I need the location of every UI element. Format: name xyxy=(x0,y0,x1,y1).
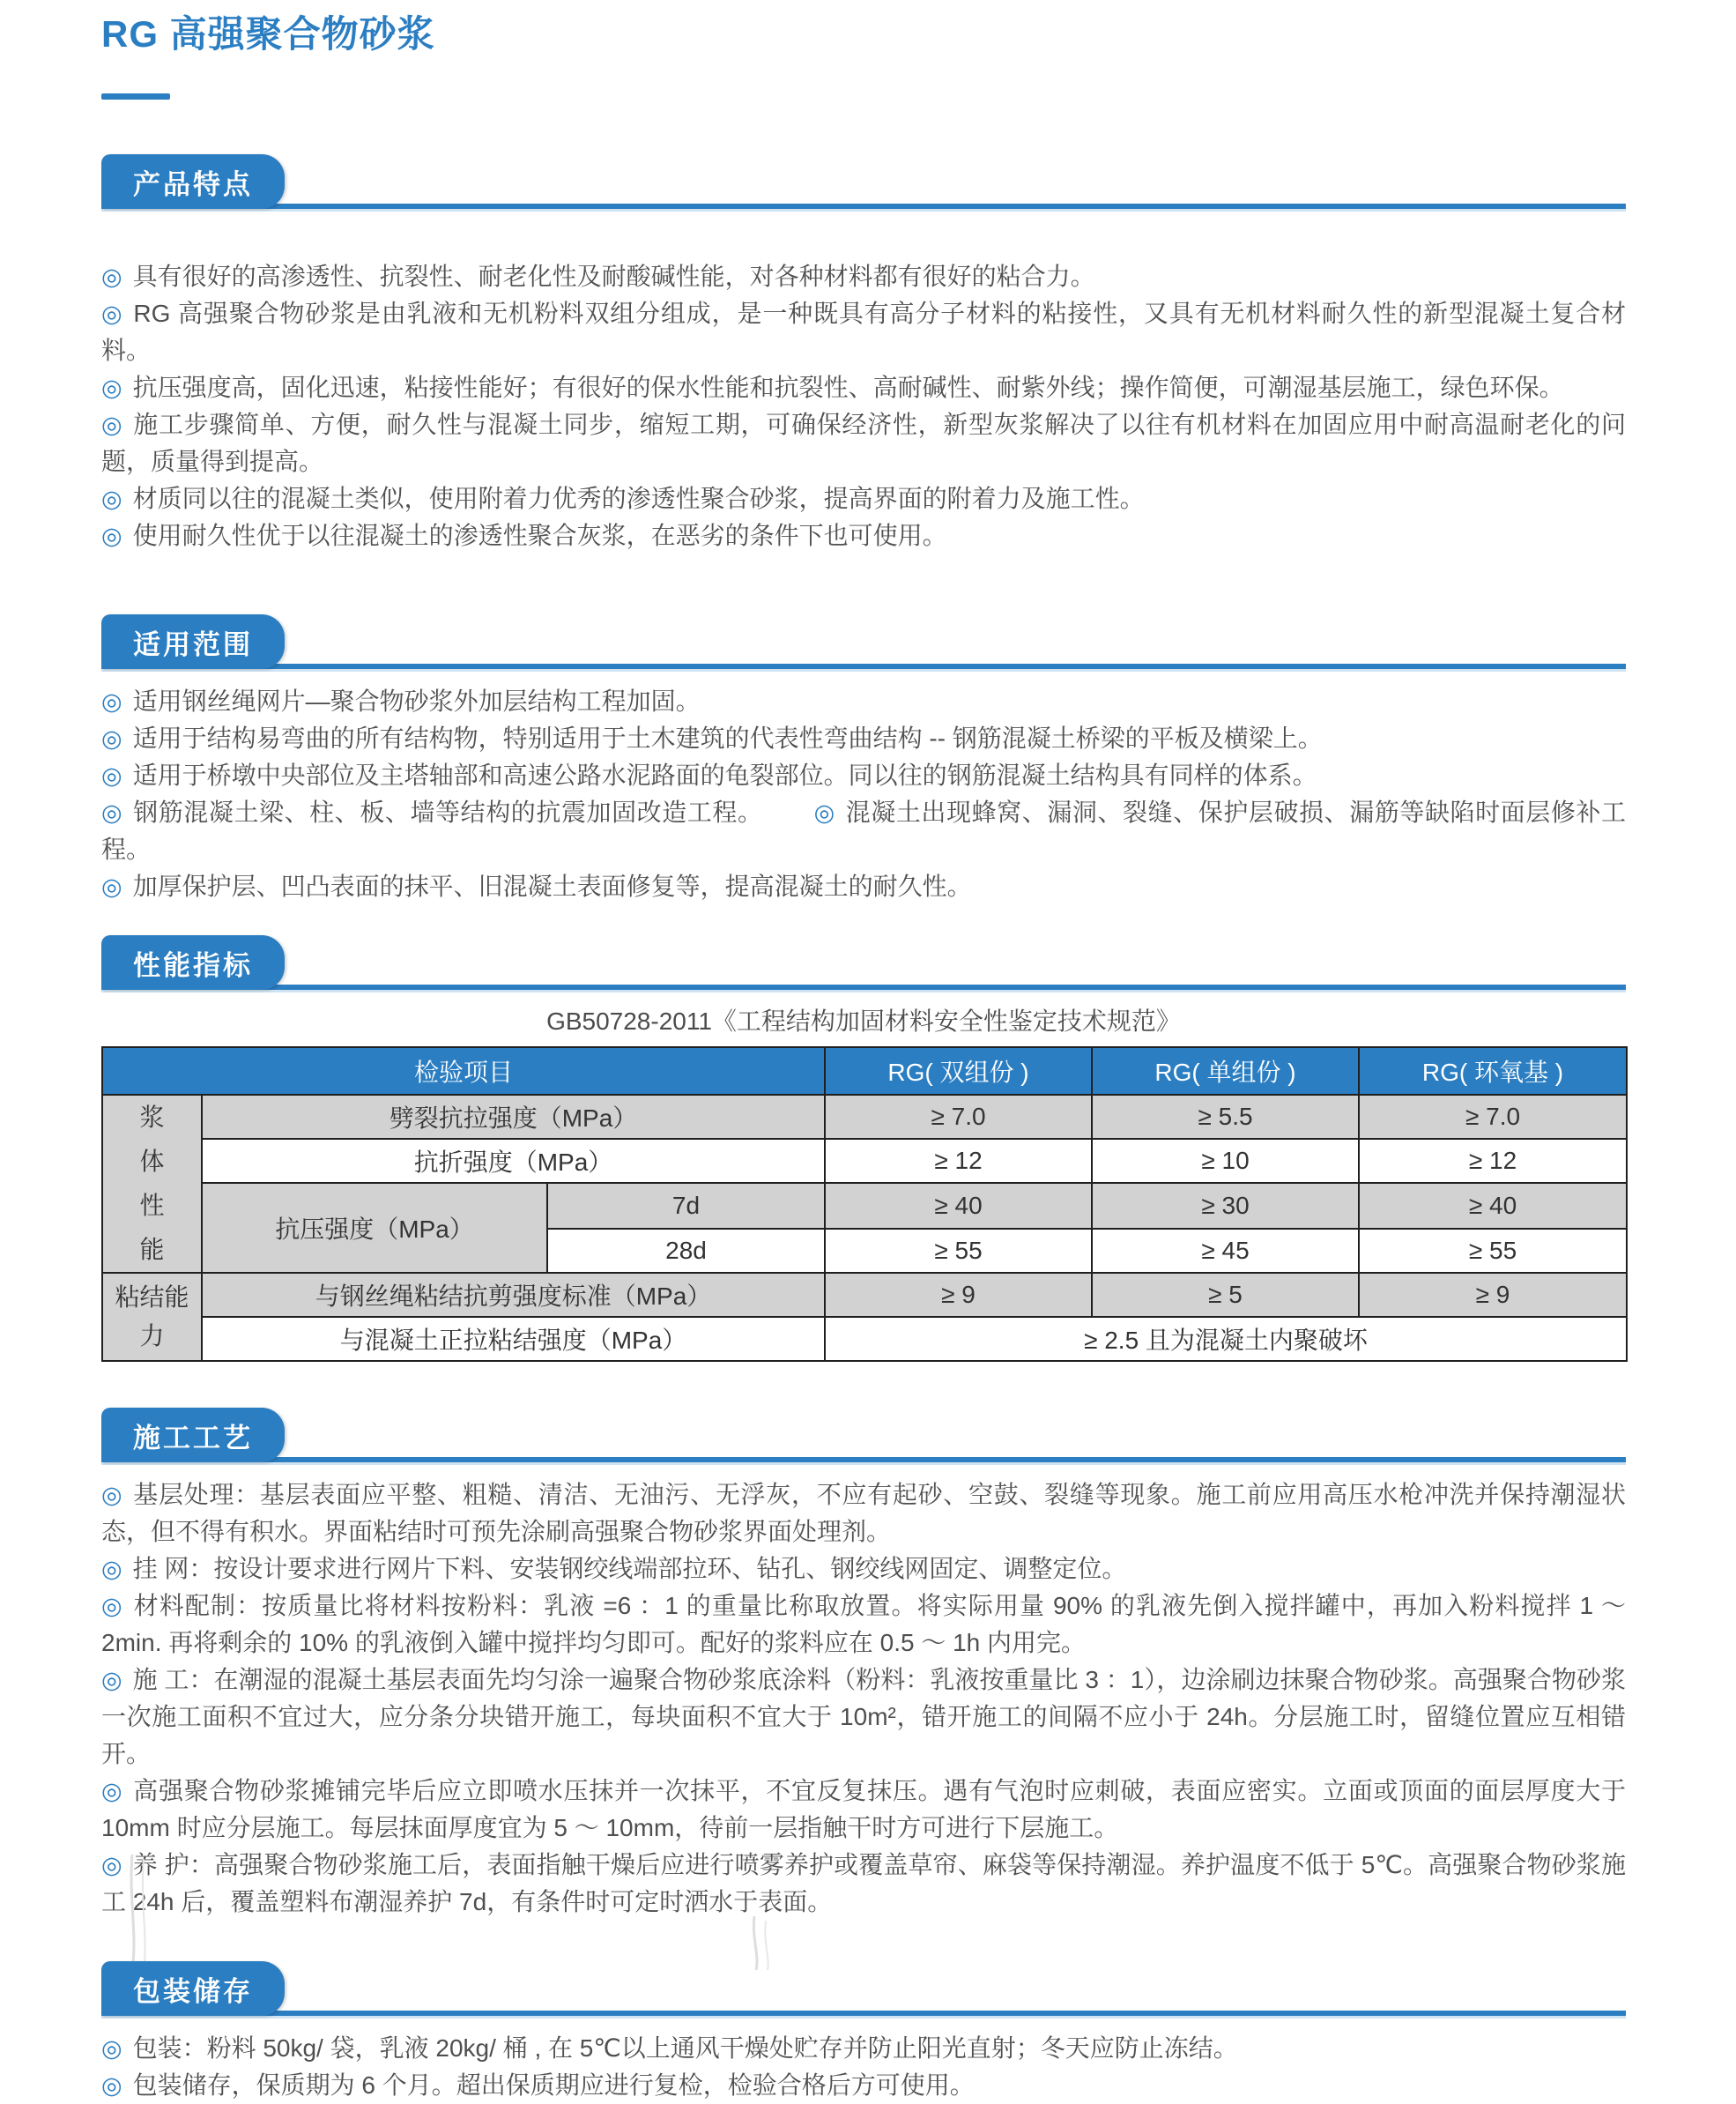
bullet-item xyxy=(101,1773,1626,1847)
bullet-text: 混凝土出现蜂窝、漏洞、裂缝、保护层破损、漏筋等缺陷时面层修补工程。 xyxy=(101,799,1626,864)
bullet-text: 适用钢丝绳网片—聚合物砂浆外加层结构工程加固。 xyxy=(132,688,701,716)
bullet-item xyxy=(101,1476,1626,1550)
page-title: RG 高强聚合物砂浆 xyxy=(101,13,435,55)
section-header-process xyxy=(101,1402,1626,1462)
table-row xyxy=(102,1183,1627,1229)
cell-value: ≥ 5.5 xyxy=(1092,1095,1359,1139)
cell-item: 与混凝土正拉粘结强度（MPa） xyxy=(202,1317,825,1361)
bullet-item-double xyxy=(101,794,1626,868)
cell-sub-age: 28d xyxy=(547,1229,825,1273)
bullet-text: 包装储存，保质期为 6 个月。超出保质期应进行复检，检验合格后方可使用。 xyxy=(132,2071,975,2100)
bullet-icon: ◎ xyxy=(101,301,123,328)
bullet-text: 适用于桥墩中央部位及主塔轴部和高速公路水泥路面的龟裂部位。同以往的钢筋混凝土结构具有同样的体系。 xyxy=(132,762,1317,790)
bullet-icon: ◎ xyxy=(101,412,123,439)
bullet-text: 具有很好的高渗透性、抗裂性、耐老化性及耐酸碱性能，对各种材料都有很好的粘合力。 xyxy=(132,263,1095,291)
bullet-item xyxy=(101,295,1626,369)
bullet-item xyxy=(101,683,1626,720)
bullet-text: 使用耐久性优于以往混凝土的渗透性聚合灰浆，在恶劣的条件下也可使用。 xyxy=(132,522,947,550)
page-content xyxy=(101,149,1626,2104)
bullet-icon: ◎ xyxy=(101,1556,122,1583)
cell-value: ≥ 55 xyxy=(825,1229,1092,1273)
col-header-test-item: 检验项目 xyxy=(102,1047,825,1095)
bullet-text: 材料配制：按质量比将材料按粉料：乳液 =6 ：1 的重量比称取放置。将实际用量 90% 的乳液先倒入搅拌罐中，再加入粉料搅拌 1 ～ 2min. 再将剩余的 10% 的乳液倒入罐中搅拌均匀即可。配好的浆料应在 0.5 ～ 1h 内用完。 xyxy=(101,1592,1627,1657)
bullet-icon: ◎ xyxy=(101,688,122,716)
performance-table xyxy=(101,1046,1628,1362)
bullet-item xyxy=(101,1662,1626,1773)
bullet-item xyxy=(101,868,1626,905)
bullet-item xyxy=(101,2030,1626,2067)
cell-value: ≥ 40 xyxy=(1359,1183,1627,1229)
section-tab-label: 性能指标 xyxy=(133,949,253,981)
section-header-performance xyxy=(101,930,1626,990)
cell-item: 抗折强度（MPa） xyxy=(202,1139,825,1183)
cell-value: ≥ 12 xyxy=(1359,1139,1627,1183)
bullet-icon: ◎ xyxy=(101,762,122,790)
group-label-slurry-performance xyxy=(102,1095,202,1273)
cell-value: ≥ 9 xyxy=(825,1273,1092,1317)
bullet-item xyxy=(101,2067,1626,2104)
col-header-rg-epoxy: RG( 环氧基 ) xyxy=(1359,1047,1627,1095)
bullet-icon: ◎ xyxy=(101,1852,122,1879)
bullet-text: 施 工：在潮湿的混凝土基层表面先均匀涂一遍聚合物砂浆底涂料（粉料：乳液按重量比 3 ：1），边涂刷边抹聚合物砂浆。高强聚合物砂浆一次施工面积不宜过大，应分条分块错开施工，每块面积不宜大于 10m²，错开施工的间隔不应小于 24h。分层施工时，留缝位置应互相错开。 xyxy=(101,1666,1626,1768)
section-tab-scope xyxy=(101,614,285,669)
cell-item: 与钢丝绳粘结抗剪强度标准（MPa） xyxy=(202,1273,825,1317)
cell-value: ≥ 10 xyxy=(1092,1139,1359,1183)
group-label-text: 粘结能力 xyxy=(115,1283,189,1350)
section-tab-packaging xyxy=(101,1961,285,2016)
table-row xyxy=(102,1317,1627,1361)
group-label-bonding-capacity xyxy=(102,1273,202,1361)
cell-value: ≥ 12 xyxy=(825,1139,1092,1183)
cell-item-compressive: 抗压强度（MPa） xyxy=(202,1183,547,1273)
table-row xyxy=(102,1273,1627,1317)
process-bullet-list xyxy=(101,1476,1626,1921)
bullet-item xyxy=(101,757,1626,794)
bullet-text: 养 护：高强聚合物砂浆施工后，表面指触干燥后应进行喷雾养护或覆盖草帘、麻袋等保持潮湿。养护温度不低于 5℃。高强聚合物砂浆施工 24h 后，覆盖塑料布潮湿养护 7d，有条件时可定时洒水于表面。 xyxy=(101,1851,1626,1916)
bullet-icon: ◎ xyxy=(101,725,122,753)
section-tab-performance xyxy=(101,935,285,990)
section-tab-label: 包装储存 xyxy=(133,1975,253,2007)
bullet-icon: ◎ xyxy=(813,799,835,827)
table-caption: GB50728-2011《工程结构加固材料安全性鉴定技术规范》 xyxy=(546,1007,1181,1036)
table-row xyxy=(102,1095,1627,1139)
bullet-text: RG 高强聚合物砂浆是由乳液和无机粉料双组分组成，是一种既具有高分子材料的粘接性，又具有无机材料耐久性的新型混凝土复合材料。 xyxy=(101,300,1626,365)
col-header-rg-one-component: RG( 单组份 ) xyxy=(1092,1047,1359,1095)
col-header-rg-two-component: RG( 双组份 ) xyxy=(825,1047,1092,1095)
bullet-icon: ◎ xyxy=(101,264,122,291)
cell-value: ≥ 7.0 xyxy=(1359,1095,1627,1139)
bullet-item xyxy=(101,406,1626,480)
bullet-icon: ◎ xyxy=(101,486,122,513)
section-header-features xyxy=(101,149,1626,209)
bullet-icon: ◎ xyxy=(101,1667,122,1694)
bullet-item xyxy=(101,1550,1626,1587)
cell-value: ≥ 30 xyxy=(1092,1183,1359,1229)
section-tab-process xyxy=(101,1408,285,1462)
bullet-text: 施工步骤简单、方便，耐久性与混凝土同步，缩短工期，可确保经济性，新型灰浆解决了以往有机材料在加固应用中耐高温耐老化的问题，质量得到提高。 xyxy=(101,411,1626,476)
features-bullet-list xyxy=(101,258,1626,554)
bullet-text: 适用于结构易弯曲的所有结构物，特别适用于土木建筑的代表性弯曲结构 -- 钢筋混凝土桥梁的平板及横梁上。 xyxy=(132,725,1323,753)
bullet-icon: ◎ xyxy=(101,375,122,402)
bullet-icon: ◎ xyxy=(101,523,122,550)
bullet-icon: ◎ xyxy=(101,799,123,827)
table-header-row xyxy=(102,1047,1627,1095)
cell-sub-age: 7d xyxy=(547,1183,825,1229)
cell-item: 劈裂抗拉强度（MPa） xyxy=(202,1095,825,1139)
bullet-item xyxy=(101,369,1626,406)
bullet-item xyxy=(101,1847,1626,1921)
section-tab-label: 施工工艺 xyxy=(133,1422,253,1453)
bullet-text: 挂 网：按设计要求进行网片下料、安装钢绞线端部拉环、钻孔、钢绞线网固定、调整定位。 xyxy=(132,1555,1127,1583)
cell-value: ≥ 9 xyxy=(1359,1273,1627,1317)
scope-bullet-list xyxy=(101,683,1626,905)
bullet-icon: ◎ xyxy=(101,2035,122,2063)
bullet-item xyxy=(101,517,1626,554)
cell-value: ≥ 45 xyxy=(1092,1229,1359,1273)
cell-value: ≥ 40 xyxy=(825,1183,1092,1229)
bullet-text: 包装：粉料 50kg/ 袋，乳液 20kg/ 桶 , 在 5℃以上通风干燥处贮存并防止阳光直射；冬天应防止冻结。 xyxy=(132,2034,1238,2063)
bullet-text: 高强聚合物砂浆摊铺完毕后应立即喷水压抹并一次抹平，不宜反复抹压。遇有气泡时应刺破，表面应密实。立面或顶面的面层厚度大于 10mm 时应分层施工。每层抹面厚度宜为 5 ～ 10mm，待前一层指触干时方可进行下层施工。 xyxy=(101,1777,1626,1842)
bullet-text: 加厚保护层、凹凸表面的抹平、旧混凝土表面修复等，提高混凝土的耐久性。 xyxy=(132,873,972,901)
table-row xyxy=(102,1139,1627,1183)
bullet-text: 抗压强度高，固化迅速，粘接性能好；有很好的保水性能和抗裂性、高耐碱性、耐紫外线；操作简便，可潮湿基层施工，绿色环保。 xyxy=(132,374,1564,402)
bullet-text: 钢筋混凝土梁、柱、板、墙等结构的抗震加固改造工程。 xyxy=(133,799,763,827)
section-header-scope xyxy=(101,609,1626,669)
bullet-icon: ◎ xyxy=(101,1778,123,1805)
section-tab-features xyxy=(101,154,285,209)
bullet-icon: ◎ xyxy=(101,1593,123,1620)
bullet-icon: ◎ xyxy=(101,874,122,901)
bullet-item xyxy=(101,720,1626,757)
bullet-icon: ◎ xyxy=(101,2072,122,2100)
cell-value: ≥ 5 xyxy=(1092,1273,1359,1317)
bullet-item xyxy=(101,258,1626,295)
cell-value: ≥ 55 xyxy=(1359,1229,1627,1273)
group-label-text: 浆体性能 xyxy=(139,1104,165,1264)
cell-value-merged: ≥ 2.5 且为混凝土内聚破坏 xyxy=(825,1317,1627,1361)
section-tab-label: 适用范围 xyxy=(133,628,253,660)
section-tab-label: 产品特点 xyxy=(133,168,253,200)
bullet-item xyxy=(101,1587,1626,1662)
section-header-packaging xyxy=(101,1956,1626,2016)
packaging-bullet-list xyxy=(101,2030,1626,2104)
cell-value: ≥ 7.0 xyxy=(825,1095,1092,1139)
bullet-text: 材质同以往的混凝土类似，使用附着力优秀的渗透性聚合砂浆，提高界面的附着力及施工性。 xyxy=(132,485,1145,513)
bullet-icon: ◎ xyxy=(101,1482,123,1509)
bullet-item xyxy=(101,480,1626,517)
bullet-text: 基层处理：基层表面应平整、粗糙、清洁、无油污、无浮灰，不应有起砂、空鼓、裂缝等现象。施工前应用高压水枪冲洗并保持潮湿状态，但不得有积水。界面粘结时可预先涂刷高强聚合物砂浆界面处理剂。 xyxy=(101,1481,1626,1546)
title-underline xyxy=(101,93,170,100)
